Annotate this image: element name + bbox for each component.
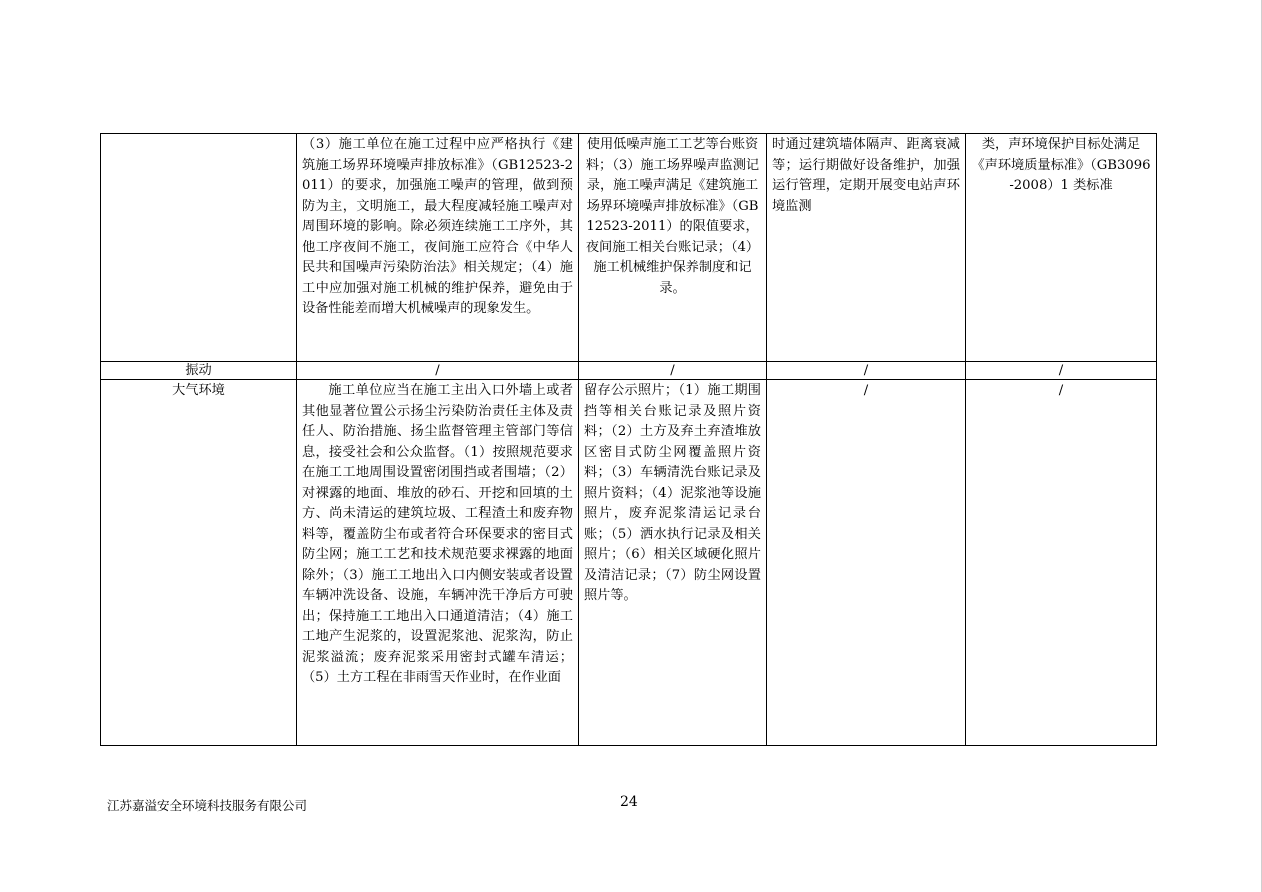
table-row-noise — [101, 134, 1157, 362]
table-row-vibration — [101, 362, 1157, 380]
measures-cell: / — [297, 362, 579, 380]
factor-cell: 大气环境 — [101, 380, 297, 746]
records-cell: / — [579, 362, 767, 380]
page-number: 24 — [620, 794, 638, 810]
operation-cell: / — [767, 362, 966, 380]
factor-cell: 振动 — [101, 362, 297, 380]
table-row-air — [101, 380, 1157, 746]
operation-cell: 时通过建筑墙体隔声、距离衰减等；运行期做好设备维护，加强运行管理，定期开展变电站声环境监测 — [767, 134, 966, 362]
target-cell: 类，声环境保护目标处满足《声环境质量标准》（GB3096-2008）1 类标准 — [966, 134, 1157, 362]
environmental-measures-table — [100, 133, 1157, 746]
operation-cell: / — [767, 380, 966, 746]
records-cell: 使用低噪声施工工艺等台账资料；（3）施工场界噪声监测记录，施工噪声满足《建筑施工场界环境噪声排放标准》（GB12523-2011）的限值要求，夜间施工相关台账记录；（4）施工机械维护保养制度和记录。 — [579, 134, 767, 362]
target-cell: / — [966, 362, 1157, 380]
footer-company-name: 江苏嘉溢安全环境科技服务有限公司 — [107, 798, 308, 813]
factor-cell — [101, 134, 297, 362]
records-cell: 留存公示照片；（1）施工期围挡等相关台账记录及照片资料；（2）土方及弃土弃渣堆放区密目式防尘网覆盖照片资料；（3）车辆清洗台账记录及照片资料；（4）泥浆池等设施照片，废弃泥浆清运记录台账；（5）洒水执行记录及相关照片；（6）相关区域硬化照片及清洁记录；（7）防尘网设置照片等。 — [579, 380, 767, 746]
target-cell: / — [966, 380, 1157, 746]
measures-cell: （3）施工单位在施工过程中应严格执行《建筑施工场界环境噪声排放标准》（GB12523-2011）的要求，加强施工噪声的管理，做到预防为主，文明施工，最大程度减轻施工噪声对周围环境的影响。除必须连续施工工序外，其他工序夜间不施工，夜间施工应符合《中华人民共和国噪声污染防治法》相关规定；（4）施工中应加强对施工机械的维护保养，避免由于设备性能差而增大机械噪声的现象发生。 — [297, 134, 579, 362]
measures-cell: 施工单位应当在施工主出入口外墙上或者其他显著位置公示扬尘污染防治责任主体及责任人、防治措施、扬尘监督管理主管部门等信息，接受社会和公众监督。（1）按照规范要求在施工工地周围设置密闭围挡或者围墙；（2）对裸露的地面、堆放的砂石、开挖和回填的土方、尚未清运的建筑垃圾、工程渣土和废弃物料等，覆盖防尘布或者符合环保要求的密目式防尘网；施工工艺和技术规范要求裸露的地面除外；（3）施工工地出入口内侧安装或者设置车辆冲洗设备、设施，车辆冲洗干净后方可驶出；保持施工工地出入口通道清洁；（4）施工工地产生泥浆的，设置泥浆池、泥浆沟，防止泥浆溢流；废弃泥浆采用密封式罐车清运；（5）土方工程在非雨雪天作业时，在作业面 — [297, 380, 579, 746]
